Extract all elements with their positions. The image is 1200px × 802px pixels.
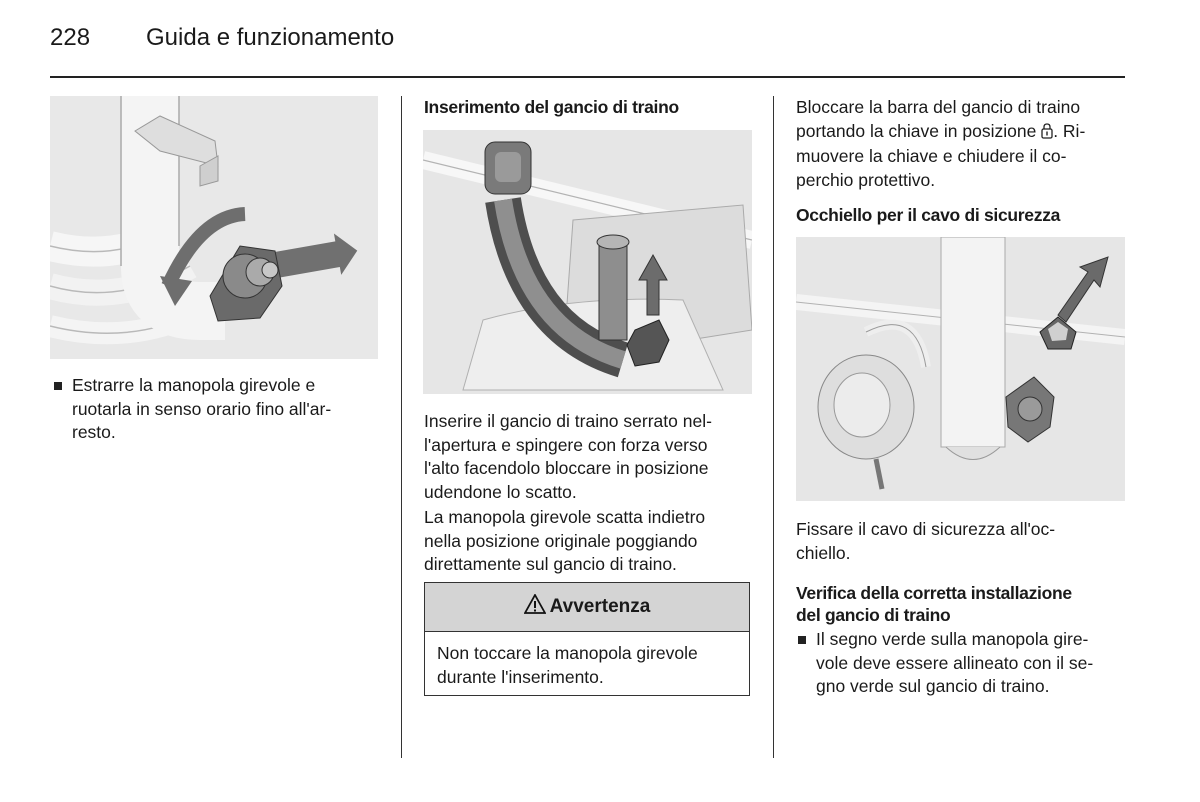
- text-line: Non toccare la manopola girevole: [437, 643, 698, 663]
- bullet-line: vole deve essere allineato con il se-: [816, 652, 1094, 673]
- text-line: l'apertura e spingere con forza verso: [424, 434, 708, 455]
- warning-header: [425, 583, 749, 632]
- text-line: Bloccare la barra del gancio di traino: [796, 97, 1081, 117]
- text-line: nella posizione originale poggiando: [424, 530, 698, 551]
- page-number: 228: [50, 24, 91, 51]
- warning-triangle-icon: [524, 594, 546, 620]
- paragraph-lock-bar: [796, 96, 1085, 192]
- text-line: durante l'inserimento.: [437, 666, 604, 687]
- warning-body: [425, 632, 749, 689]
- paragraph-insert-hook: [424, 410, 712, 504]
- column-divider-left: [401, 96, 402, 758]
- heading-insert-hook: Inserimento del gancio di traino: [424, 97, 679, 117]
- heading-verify-installation: [796, 582, 1072, 626]
- warning-title: Avvertenza: [549, 596, 651, 617]
- text-line: La manopola girevole scatta indietro: [424, 507, 706, 527]
- text-line: del gancio di traino: [796, 605, 951, 625]
- text-line: udendone lo scatto.: [424, 481, 577, 502]
- paragraph-fix-cable: [796, 518, 1055, 565]
- bullet-line: resto.: [72, 422, 116, 442]
- section-title: Guida e funzionamento: [146, 24, 395, 51]
- text-line: muovere la chiave e chiudere il co-: [796, 146, 1067, 166]
- text-line: portando la chiave in posizione . Ri-: [796, 120, 1085, 146]
- text-line: l'alto facendolo bloccare in posizione: [424, 458, 709, 478]
- bullet-line: Estrarre la manopola girevole e: [72, 375, 316, 395]
- text-line: Fissare il cavo di sicurezza all'oc-: [796, 519, 1056, 539]
- text-line: direttamente sul gancio di traino.: [424, 554, 677, 574]
- bullet-line: Il segno verde sulla manopola gire-: [816, 629, 1089, 649]
- key-lock-icon: [1041, 122, 1053, 146]
- header-rule: [50, 76, 1125, 78]
- bullet-marker: [798, 636, 806, 644]
- text-line: chiello.: [796, 542, 851, 563]
- bullet-marker: [54, 382, 62, 390]
- text-line: perchio protettivo.: [796, 169, 936, 190]
- figure-insert-hook: [423, 130, 752, 394]
- column-divider-right: [773, 96, 774, 758]
- figure-knob-extraction: [50, 96, 378, 359]
- heading-safety-cable-eyelet: Occhiello per il cavo di sicurezza: [796, 205, 1061, 225]
- bullet-line: gno verde sul gancio di traino.: [816, 676, 1050, 696]
- figure-safety-eyelet: [796, 237, 1125, 501]
- text-line: Inserire il gancio di traino serrato nel-: [424, 411, 712, 431]
- bullet-line: ruotarla in senso orario fino all'ar-: [72, 398, 332, 419]
- paragraph-knob-returns: [424, 506, 705, 577]
- text-line: Verifica della corretta installazione: [796, 583, 1072, 603]
- warning-box: [424, 582, 750, 696]
